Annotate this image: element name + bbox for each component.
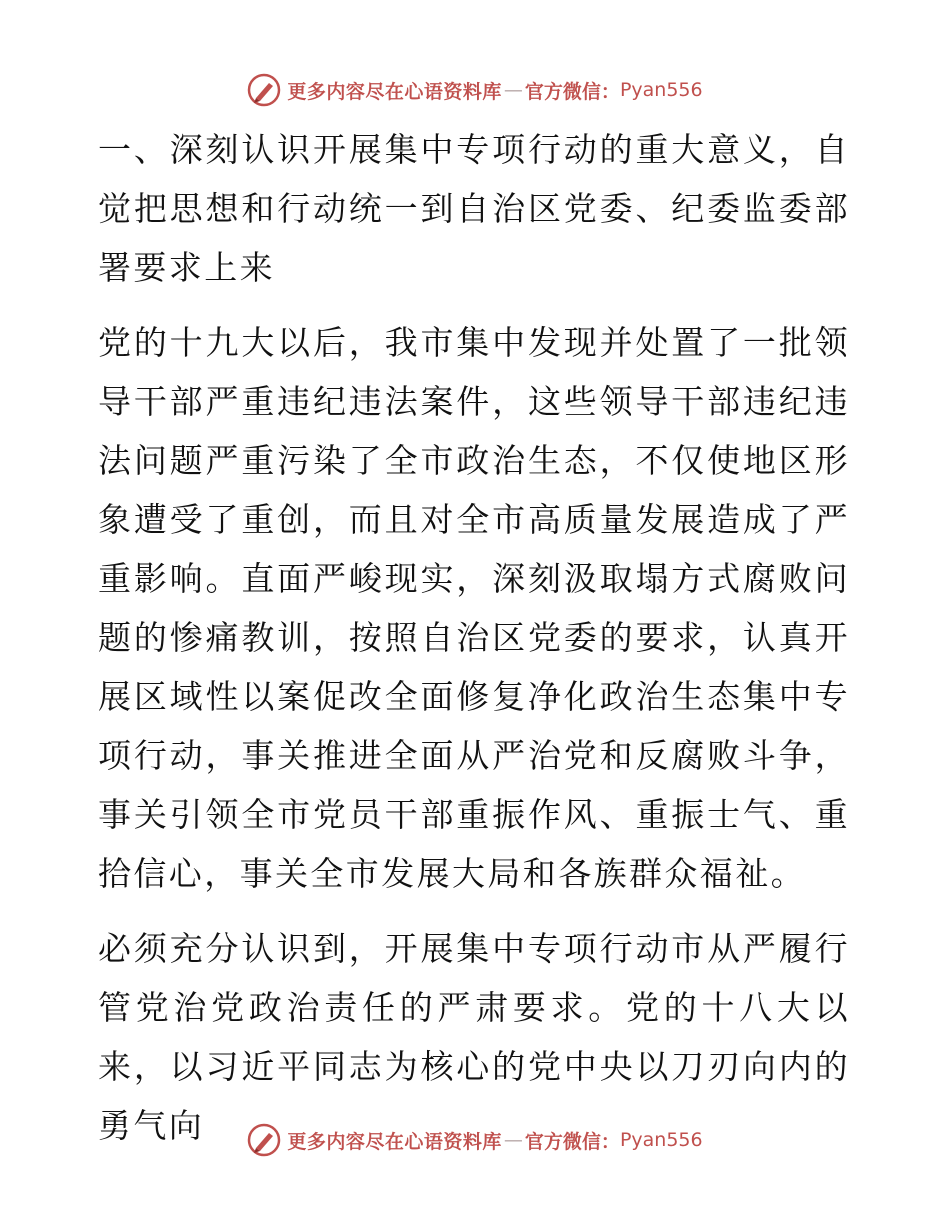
watermark-header — [0, 70, 950, 110]
watermark-contact-label: 官方微信： — [524, 80, 620, 103]
watermark-dash: — — [503, 79, 523, 101]
pen-logo-icon — [247, 73, 281, 107]
watermark-footer — [0, 1120, 950, 1160]
paragraph-1: 党的十九大以后，我市集中发现并处置了一批领导干部严重违纪违法案件，这些领导干部违纪违法问题严重污染了全市政治生态，不仅使地区形象遭受了重创，而且对全市高质量发展造成了严重影响。直面严峻现实，深刻汲取塌方式腐败问题的惨痛教训，按照自治区党委的要求，认真开展区域性以案促改全面修复净化政治生态集中专项行动，事关推进全面从严治党和反腐败斗争，事关引领全市党员干部重振作风、重振士气、重拾信心，事关全市发展大局和各族群众福祉。 — [98, 323, 850, 893]
pen-logo-icon — [247, 1123, 281, 1157]
watermark-contact-label: 官方微信： — [524, 1130, 620, 1153]
section-heading: 一、深刻认识开展集中专项行动的重大意义，自觉把思想和行动统一到自治区党委、纪委监委部署要求上来 — [98, 130, 850, 287]
watermark-wechat-id: Pyan556 — [619, 1129, 703, 1151]
watermark-title: 更多内容尽在心语资料库 — [287, 1130, 502, 1153]
paragraph-2: 必须充分认识到，开展集中专项行动市从严履行管党治党政治责任的严肃要求。党的十八大以来，以习近平同志为核心的党中央以刀刃向内的勇气向 — [98, 929, 850, 1145]
watermark-wechat-id: Pyan556 — [619, 79, 703, 101]
document-body — [98, 120, 850, 1155]
watermark-dash: — — [503, 1129, 523, 1151]
watermark-title: 更多内容尽在心语资料库 — [287, 80, 502, 103]
